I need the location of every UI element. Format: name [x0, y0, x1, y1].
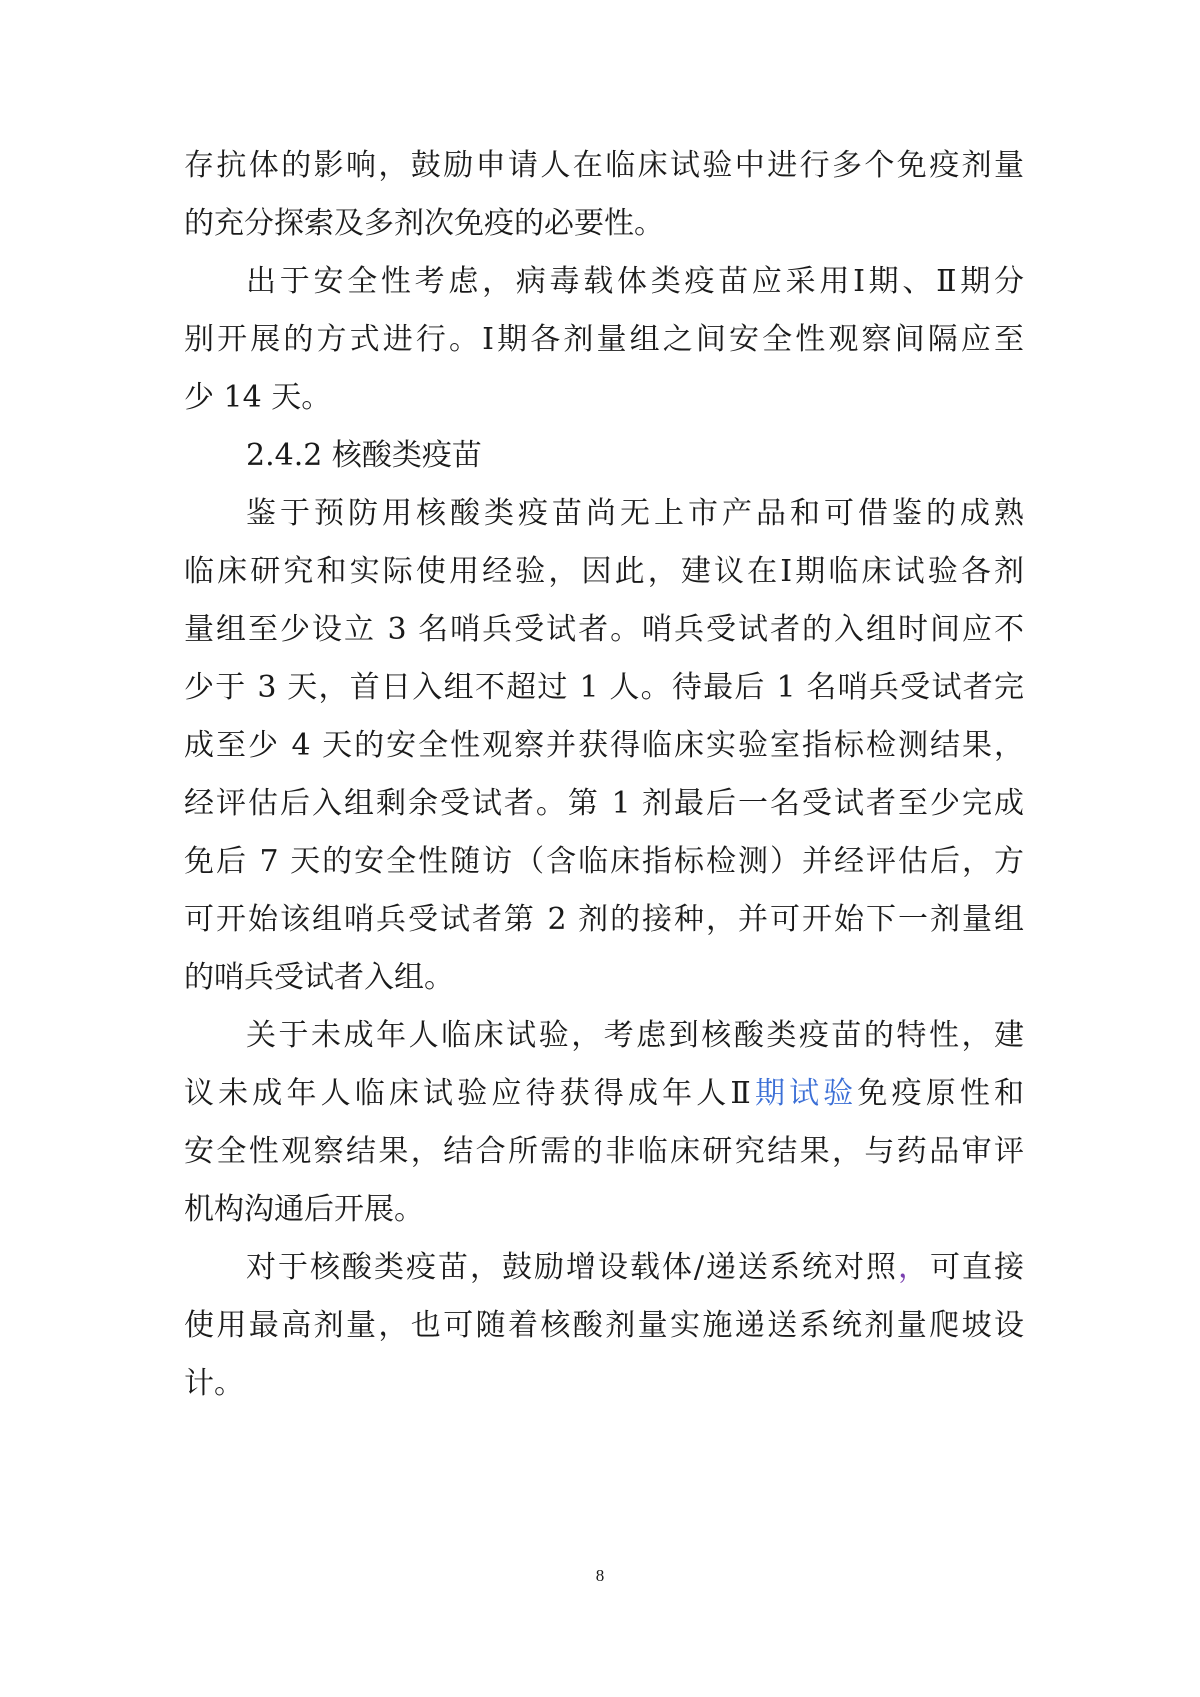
body-text-line: 免后 7 天的安全性随访（含临床指标检测）并经评估后，方 — [184, 844, 1024, 879]
body-text-line: 机构沟通后开展。 — [184, 1192, 424, 1227]
body-text-line: 成至少 4 天的安全性观察并获得临床实验室指标检测结果， — [184, 728, 1024, 763]
text-segment: 议未成年人临床试验应待获得成年人Ⅱ — [184, 1076, 755, 1111]
body-text-line: 的哨兵受试者入组。 — [184, 960, 454, 995]
body-text-line: 少 14 天。 — [184, 380, 332, 415]
paragraph-start-line: 出于安全性考虑，病毒载体类疫苗应采用Ⅰ期、Ⅱ期分 — [246, 264, 1024, 299]
body-text-line: 的充分探索及多剂次免疫的必要性。 — [184, 206, 664, 241]
body-text-line: 安全性观察结果，结合所需的非临床研究结果，与药品审评 — [184, 1134, 1024, 1169]
body-text-line: 少于 3 天，首日入组不超过 1 人。待最后 1 名哨兵受试者完 — [184, 670, 1024, 705]
hyperlink-phase-trial[interactable]: 期试验 — [754, 1076, 858, 1111]
body-text-line: 计。 — [184, 1366, 244, 1401]
body-text-line: 临床研究和实际使用经验，因此，建议在Ⅰ期临床试验各剂 — [184, 554, 1024, 589]
page-number: 8 — [595, 1566, 605, 1585]
highlighted-comma: ， — [898, 1250, 931, 1285]
body-text-line: 存抗体的影响，鼓励申请人在临床试验中进行多个免疫剂量 — [184, 148, 1024, 183]
paragraph-start-line: 鉴于预防用核酸类疫苗尚无上市产品和可借鉴的成熟 — [246, 496, 1024, 531]
paragraph-start-line: 关于未成年人临床试验，考虑到核酸类疫苗的特性，建 — [246, 1018, 1024, 1053]
text-segment: 可直接 — [930, 1250, 1025, 1285]
body-text-line — [184, 1076, 1024, 1112]
text-segment: 对于核酸类疫苗，鼓励增设载体/递送系统对照 — [246, 1250, 899, 1285]
body-text-line: 别开展的方式进行。Ⅰ期各剂量组之间安全性观察间隔应至 — [184, 322, 1024, 357]
paragraph-start-line — [246, 1250, 1024, 1286]
body-text-line: 可开始该组哨兵受试者第 2 剂的接种，并可开始下一剂量组 — [184, 902, 1024, 937]
body-text-line: 经评估后入组剩余受试者。第 1 剂最后一名受试者至少完成 — [184, 786, 1024, 821]
section-heading: 2.4.2 核酸类疫苗 — [246, 438, 482, 473]
body-text-line: 量组至少设立 3 名哨兵受试者。哨兵受试者的入组时间应不 — [184, 612, 1024, 647]
body-text-line: 使用最高剂量，也可随着核酸剂量实施递送系统剂量爬坡设 — [184, 1308, 1024, 1343]
text-segment: 免疫原性和 — [857, 1076, 1025, 1111]
